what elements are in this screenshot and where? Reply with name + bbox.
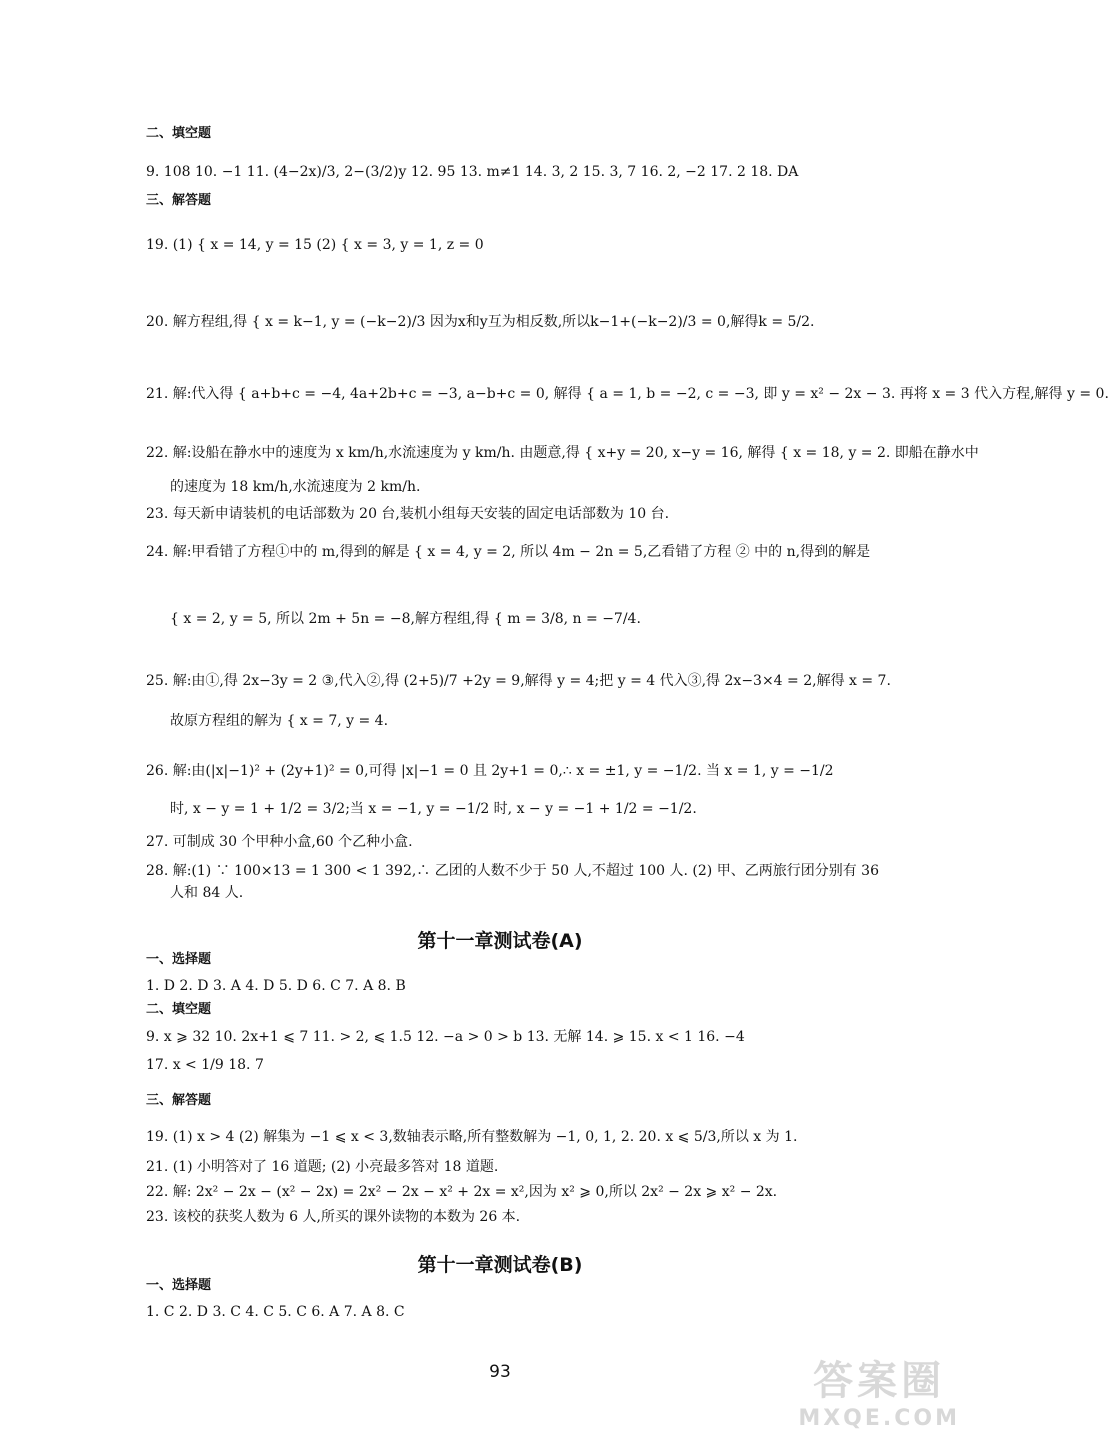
answer-line: 25. 解:由①,得 2x−3y = 2 ③,代入②,得 (2+5)/7 +2y = 9,解得 y = 4;把 y = 4 代入③,得 2x−3×4 = 2,解得 x = 7.: [146, 673, 891, 689]
answer-line: 24. 解:甲看错了方程①中的 m,得到的解是 { x = 4, y = 2, 所以 4m − 2n = 5,乙看错了方程 ② 中的 n,得到的解是: [146, 544, 871, 560]
watermark-line2: MXQE.COM: [798, 1406, 960, 1431]
answer-line: 23. 该校的获奖人数为 6 人,所买的课外读物的本数为 26 本.: [146, 1209, 521, 1225]
watermark-line1: 答案圈: [813, 1358, 946, 1404]
section-header: 三、解答题: [146, 193, 212, 208]
answer-line: 22. 解: 2x² − 2x − (x² − 2x) = 2x² − 2x − x² + 2x = x²,因为 x² ⩾ 0,所以 2x² − 2x ⩾ x² − 2x.: [146, 1184, 778, 1200]
answer-line: 人和 84 人.: [170, 885, 244, 901]
section-header: 一、选择题: [146, 1278, 212, 1293]
section-header: 二、填空题: [146, 126, 212, 141]
answer-line: 21. (1) 小明答对了 16 道题; (2) 小亮最多答对 18 道题.: [146, 1159, 499, 1175]
answer-line: 26. 解:由(|x|−1)² + (2y+1)² = 0,可得 |x|−1 = 0 且 2y+1 = 0,∴ x = ±1, y = −1/2. 当 x = 1, y = −1/2: [146, 763, 834, 779]
answer-line: 19. (1) x > 4 (2) 解集为 −1 ⩽ x < 3,数轴表示略,所有整数解为 −1, 0, 1, 2. 20. x ⩽ 5/3,所以 x 为 1.: [146, 1129, 798, 1145]
chapter-title: 第十一章测试卷(A): [417, 930, 583, 952]
answer-line: 23. 每天新申请装机的电话部数为 20 台,装机小组每天安装的固定电话部数为 10 台.: [146, 506, 670, 522]
answer-line: 1. D 2. D 3. A 4. D 5. D 6. C 7. A 8. B: [146, 978, 406, 994]
answer-line: 9. 108 10. −1 11. (4−2x)/3, 2−(3/2)y 12. 95 13. m≠1 14. 3, 2 15. 3, 7 16. 2, −2 17. 2 18. DA: [146, 164, 799, 180]
answer-line: 时, x − y = 1 + 1/2 = 3/2;当 x = −1, y = −1/2 时, x − y = −1 + 1/2 = −1/2.: [170, 801, 697, 817]
answer-line: 的速度为 18 km/h,水流速度为 2 km/h.: [170, 479, 421, 495]
answer-line: 20. 解方程组,得 { x = k−1, y = (−k−2)/3 因为x和y互为相反数,所以k−1+(−k−2)/3 = 0,解得k = 5/2.: [146, 314, 815, 330]
answer-line: 27. 可制成 30 个甲种小盒,60 个乙种小盒.: [146, 834, 413, 850]
answer-line: 故原方程组的解为 { x = 7, y = 4.: [170, 713, 389, 729]
chapter-title: 第十一章测试卷(B): [417, 1254, 583, 1276]
section-header: 三、解答题: [146, 1093, 212, 1108]
page-number: 93: [489, 1362, 511, 1382]
answer-line: 1. C 2. D 3. C 4. C 5. C 6. A 7. A 8. C: [146, 1304, 405, 1320]
answer-line: 19. (1) { x = 14, y = 15 (2) { x = 3, y = 1, z = 0: [146, 237, 484, 253]
answer-line: 28. 解:(1) ∵ 100×13 = 1 300 < 1 392,∴ 乙团的人数不少于 50 人,不超过 100 人. (2) 甲、乙两旅行团分别有 36: [146, 863, 879, 879]
answer-line: 17. x < 1/9 18. 7: [146, 1057, 264, 1073]
section-header: 一、选择题: [146, 952, 212, 967]
answer-line: 22. 解:设船在静水中的速度为 x km/h,水流速度为 y km/h. 由题意,得 { x+y = 20, x−y = 16, 解得 { x = 18, y = 2. 即船在静水中: [146, 445, 979, 461]
answer-line: 9. x ⩾ 32 10. 2x+1 ⩽ 7 11. > 2, ⩽ 1.5 12. −a > 0 > b 13. 无解 14. ⩾ 15. x < 1 16. −4: [146, 1029, 745, 1045]
section-header: 二、填空题: [146, 1002, 212, 1017]
answer-line: 21. 解:代入得 { a+b+c = −4, 4a+2b+c = −3, a−b+c = 0, 解得 { a = 1, b = −2, c = −3, 即 y = x² − 2x − 3. 再将 x = 3 代入方程,解得 y = 0.: [146, 386, 1109, 402]
watermark-logo: [798, 1349, 960, 1431]
answer-line: { x = 2, y = 5, 所以 2m + 5n = −8,解方程组,得 { m = 3/8, n = −7/4.: [170, 611, 641, 627]
